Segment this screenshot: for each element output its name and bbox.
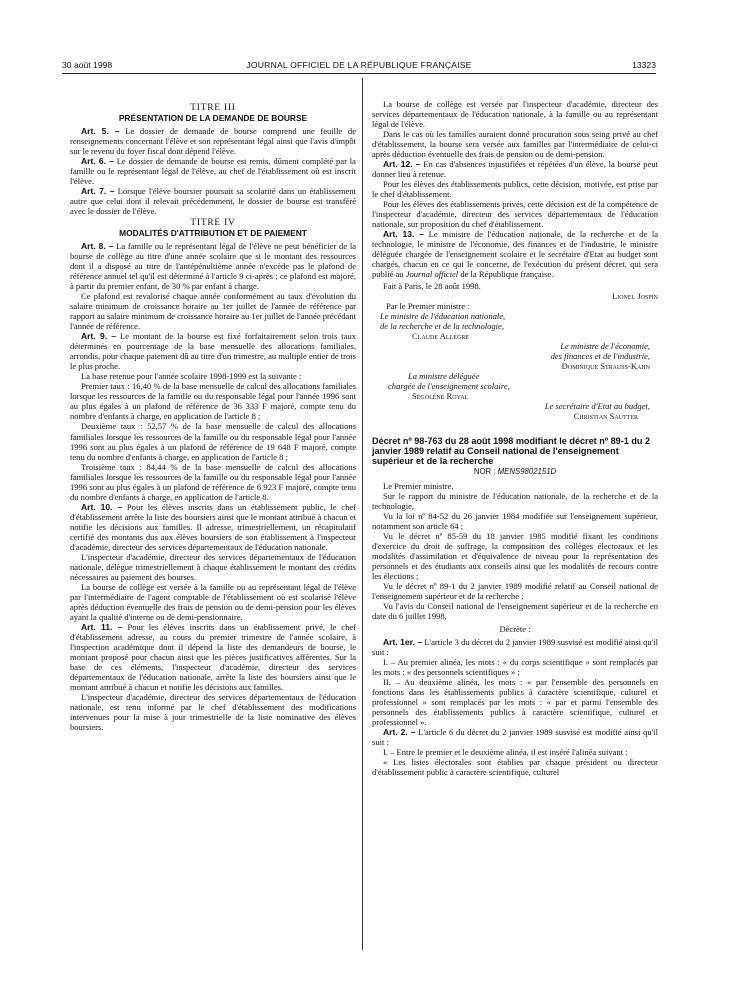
secretary-budget-line: Le secrétaire d'Etat au budget, bbox=[544, 401, 650, 412]
article-11-paragraph-3: La bourse de collège est versée par l'inspecteur d'académie, directeur des services départementaux de l'éducation nationale, à la famille ou au représentant légal de l'élève. bbox=[372, 99, 658, 130]
article-8: Art. 8. – La famille ou le représentant légal de l'élève ne peut bénéficier de la bourse de collège au titre d'une année scolaire que si le montant des ressources dont il a disposé au titre de l'antépénultième année n'excède pas le plafond de référence annuel tel qu'il est déterminé à l'article 9 ci-après ; ce plafond est majoré, à partir du premier enfant, de 30 % par enfant à charge. bbox=[70, 241, 356, 292]
article-10-paragraph-3: La bourse de collège est versée à la famille ou au représentant légal de l'élève par l'intermédiaire de l'agent comptable de l'établissement où est scolarisé l'élève après déduction éventuelle des frais de pension ou de demi-pension pour les élèves ayant la qualité d'interne ou de demi-pensionnaire. bbox=[70, 581, 356, 622]
decrete-label: Décrète : bbox=[499, 623, 531, 634]
titre-3-heading: TITRE III bbox=[190, 103, 236, 113]
page-header bbox=[62, 60, 656, 72]
article-11-paragraph-2: L'inspecteur d'académie, directeur des services départementaux de l'éducation nationale, est tenu informé par le chef d'établissement des modifications intervenues pour la mise à jour trimestrielle de la liste nominative des élèves boursiers. bbox=[70, 691, 356, 732]
minister-education-line-2: de la recherche et de la technologie, bbox=[380, 321, 504, 332]
minister-economy-line-2: des finances et de l'industrie, bbox=[550, 351, 650, 362]
article-11: Art. 11. – Pour les élèves inscrits dans un établissement privé, le chef d'établissement adresse, au cours du premier trimestre de l'année scolaire, à l'inspection académique dont il dépend la liste des demandeurs de bourse, le montant proposé pour chacun ainsi que les pièces justificatives afférentes. Sur la base de ces éléments, l'inspecteur d'académie, directeur des services départementaux de l'éducation nationale, arrête la liste des boursiers ainsi que le montant attribué à chacun et notifie les décisions aux familles. bbox=[70, 621, 356, 692]
premier-ministre: Le Premier ministre, bbox=[383, 480, 454, 491]
decree-article-2: Art. 2. – L'article 6 du décret du 2 janvier 1989 susvisé est modifié ainsi qu'il suit : bbox=[372, 727, 658, 748]
minister-economy-line-1: Le ministre de l'économie, bbox=[560, 341, 650, 352]
article-9: Art. 9. – Le montant de la bourse est fixé forfaitairement selon trois taux déterminés en pourcentage de la base mensuelle des allocations familiales, arrondis, pour chaque paiement dû au titre d'un trimestre, au multiple entier de trois le plus proche. bbox=[70, 331, 356, 372]
article-6: Art. 6. – Le dossier de demande de bourse est remis, dûment complété par la famille ou le représentant légal de l'élève, au chef de l'établissement où est inscrit l'élève. bbox=[70, 156, 356, 187]
article-8-paragraph-2: Ce plafond est revalorisé chaque année conformément au taux d'évolution du salaire minimum de croissance horaire au 1er juillet de l'année de référence par rapport au salaire minimum de croissance horaire au 1er juillet de l'année précédant l'année de référence. bbox=[70, 291, 356, 332]
header-date: 30 août 1998 bbox=[62, 60, 113, 70]
article-10: Art. 10. – Pour les élèves inscrits dans un établissement public, le chef d'établissement arrête la liste des boursiers ainsi que le montant attribué à chacun et notifie les décisions aux familles. Il adresse, trimestriellement, un récapitulatif certifié des montants dus aux élèves boursiers de son établissement à l'inspecteur d'académie, directeur des services départementaux de l'éducation nationale. bbox=[70, 501, 356, 552]
signature-strauss-kahn: Dominique Strauss-Kahn bbox=[561, 361, 650, 372]
article-12-paragraph-2: Pour les élèves des établissements publics, cette décision, motivée, est prise par le chef d'établissement. bbox=[372, 179, 658, 200]
header-page-number: 13323 bbox=[632, 60, 656, 70]
article-9-paragraph-4: Deuxième taux : 52,57 % de la base mensuelle de calcul des allocations familiales lorsque les ressources de la famille ou du responsable légal pour l'année 1996 sont au plus égales à un plafond de référence de 19 648 F majoré, compte tenu du nombre d'enfants à charge, en application de l'article 8 ; bbox=[70, 421, 356, 462]
article-9-paragraph-5: Troisième taux : 84,44 % de la base mensuelle de calcul des allocations familiales lorsque les ressources de la famille ou du responsable légal pour l'année 1996 sont au plus égales à un plafond de référence de 6 923 F majoré, compte tenu du nombre d'enfants à charge, en application de l'article 8. bbox=[70, 461, 356, 502]
right-column bbox=[372, 99, 658, 777]
titre-3-subtitle: PRÉSENTATION DE LA DEMANDE DE BOURSE bbox=[118, 113, 308, 124]
visa-decret-85-59: Vu le décret nº 85-59 du 18 janvier 1985 modifié fixant les conditions d'exercice du droit de suffrage, la composition des collèges électoraux et les modalités d'assimilation et d'équivalence de niveau pour la représentation des personnels et des étudiants aux conseils ainsi que les modalités de recours contre les élections ; bbox=[372, 530, 658, 581]
decree-article-1-ii: II. – Au deuxième alinéa, les mots : « par l'ensemble des personnels en fonctions dans les établissements publics à caractère scientifique, culturel et professionnel » sont remplacés par les mots : « par et parmi l'ensemble des personnels des établissements publics à caractère scientifique, culturel et professionnel ». bbox=[372, 677, 658, 728]
article-11-paragraph-4: Dans le cas où les familles auraient donné procuration sous seing privé au chef d'établissement, la bourse sera versée aux familles par l'intermédiaire de celui-ci après déduction éventuelle des frais de pension ou de demi-pension. bbox=[372, 129, 658, 160]
article-9-paragraph-3: Premier taux : 16,40 % de la base mensuelle de calcul des allocations familiales lorsque les ressources de la famille ou du responsable légal pour l'année 1996 sont au plus égales à un plafond de référence de 36 333 F majoré, compte tenu du nombre d'enfants à charge, en application de l'article 8 ; bbox=[70, 381, 356, 422]
decree-article-2-i: I. – Entre le premier et le deuxième alinéa, il est inséré l'alinéa suivant : bbox=[383, 747, 628, 758]
minister-delegate-line-1: La ministre déléguée bbox=[408, 371, 480, 382]
signature-sautter: Christian Sautter bbox=[573, 411, 638, 422]
visa-avis-conseil: Vu l'avis du Conseil national de l'enseignement supérieur et de la recherche en date du 6 juillet 1998, bbox=[372, 600, 658, 621]
visa-loi-84-52: Vu la loi nº 84-52 du 26 janvier 1984 modifiée sur l'enseignement supérieur, notamment son article 64 ; bbox=[372, 510, 658, 531]
par-premier-ministre: Par le Premier ministre : bbox=[386, 301, 470, 312]
decree-title: Décret nº 98-763 du 28 août 1998 modifiant le décret nº 89-1 du 2 janvier 1989 relatif au Conseil national de l'enseignement supérieur et de la recherche bbox=[372, 435, 651, 467]
left-column bbox=[70, 101, 356, 732]
minister-delegate-line-2: chargée de l'enseignement scolaire, bbox=[388, 381, 510, 392]
decree-article-1-i: I. – Au premier alinéa, les mots : « du corps scientifique » sont remplacés par les mots : « des personnels scientifiques » ; bbox=[372, 657, 658, 678]
article-12: Art. 12. – En cas d'absences injustifiées et répétées d'un élève, la bourse peut donner lieu à retenue. bbox=[372, 159, 658, 180]
header-rule bbox=[62, 73, 656, 74]
signature-jospin: Lionel Jospin bbox=[611, 291, 658, 302]
header-journal-title: JOURNAL OFFICIEL DE LA RÉPUBLIQUE FRANÇAISE bbox=[246, 60, 472, 70]
titre-4-heading: TITRE IV bbox=[190, 218, 236, 229]
minister-education-line-1: Le ministre de l'éducation nationale, bbox=[380, 311, 506, 322]
article-9-paragraph-2: La base retenue pour l'année scolaire 1998-1999 est la suivante : bbox=[81, 371, 302, 382]
article-5: Art. 5. – Le dossier de demande de bourse comprend une feuille de renseignements concernant l'élève et son représentant légal ainsi que l'avis d'impôt sur le revenu du foyer fiscal dont dépend l'élève. bbox=[70, 126, 356, 157]
decree-article-1: Art. 1er. – L'article 3 du décret du 2 janvier 1989 susvisé est modifié ainsi qu'il suit : bbox=[372, 636, 658, 657]
article-10-paragraph-2: L'inspecteur d'académie, directeur des services départementaux de l'éducation nationale, délègue trimestriellement à chaque établissement le montant des crédits nécessaires au paiement des bourses. bbox=[70, 551, 356, 582]
signature-date: Fait à Paris, le 28 août 1998. bbox=[383, 281, 481, 292]
article-13: Art. 13. – Le ministre de l'éducation nationale, de la recherche et de la technologie, le ministre de l'économie, des finances et de l'industrie, le ministre déléguée chargée de l'enseignement scolaire et le secrétaire d'Etat au budget sont chargés, chacun en ce qui le concerne, de l'exécution du présent décret, qui sera publié au Journal officiel de la République française. bbox=[372, 229, 659, 280]
article-12-paragraph-3: Pour les élèves des établissements privés, cette décision est de la compétence de l'inspecteur d'académie, directeur des services départementaux de l'éducation nationale, sur proposition du chef d'établissement. bbox=[372, 199, 658, 230]
signature-allegre: Claude Allègre bbox=[412, 331, 469, 342]
column-divider bbox=[362, 78, 363, 950]
titre-4-subtitle: MODALITÉS D'ATTRIBUTION ET DE PAIEMENT bbox=[119, 228, 307, 239]
visa-decret-89-1: Vu le décret nº 89-1 du 2 janvier 1989 modifié relatif au Conseil national de l'enseignement supérieur et de la recherche ; bbox=[372, 580, 658, 601]
visa-rapport: Sur le rapport du ministre de l'éducation nationale, de la recherche et de la technologie, bbox=[372, 490, 658, 511]
article-7: Art. 7. – Lorsque l'élève boursier poursuit sa scolarité dans un établissement autre que celui dont il relevait précédemment, le dossier de bourse est transféré avec le dossier de l'élève. bbox=[70, 186, 356, 217]
nor-reference: NOR : MENS9802151D bbox=[473, 466, 557, 476]
decree-article-2-quote: « Les listes électorales sont établies par chaque président ou directeur d'établissement public à caractère scientifique, culturel bbox=[372, 757, 658, 778]
signature-royal: Ségolène Royal bbox=[412, 391, 469, 402]
